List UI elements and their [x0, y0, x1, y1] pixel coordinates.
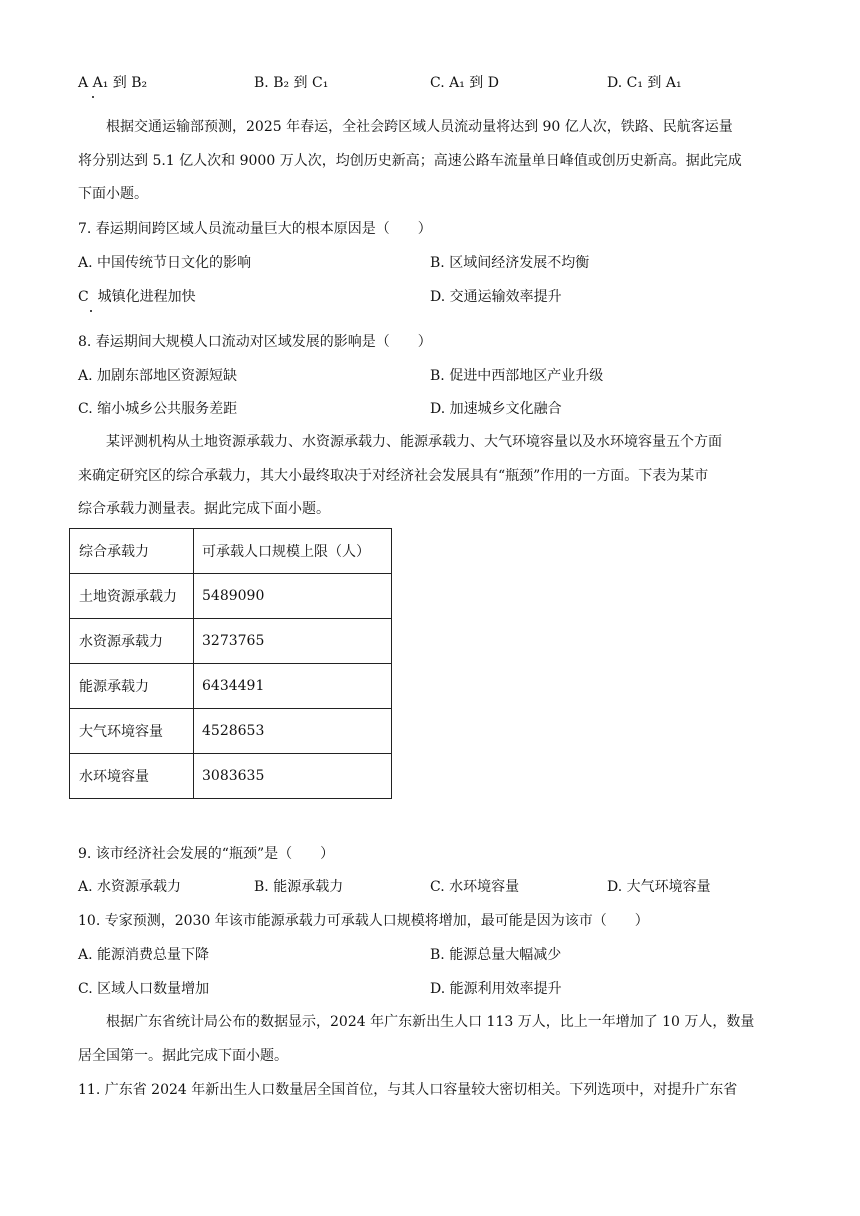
q8-option-b[interactable]: B. 促进中西部地区产业升级: [430, 368, 604, 384]
passage-line: 来确定研究区的综合承载力，其大小最终取决于对经济社会发展具有“瓶颈”作用的一方面。下表为某市: [78, 467, 709, 484]
passage-line: 下面小题。: [78, 186, 148, 202]
q10-option-b[interactable]: B. 能源总量大幅减少: [430, 947, 562, 963]
table-row: [70, 754, 392, 799]
table-row: [70, 574, 392, 619]
table-header-row: [70, 529, 392, 574]
q6-option-c: C. A₁ 到 D: [430, 75, 499, 91]
table-cell: 5489090: [194, 574, 392, 619]
passage-line: 根据交通运输部预测，2025 年春运，全社会跨区域人员流动量将达到 90 亿人次，铁路、民航客运量: [106, 119, 733, 135]
table-cell: 3083635: [194, 754, 392, 799]
q9-option-b[interactable]: B. 能源承载力: [254, 879, 344, 895]
q9-stem: 9. 该市经济社会发展的“瓶颈”是（ ）: [78, 846, 335, 862]
passage-guangdong-births: [78, 1006, 784, 1073]
q8-option-a[interactable]: A. 加剧东部地区资源短缺: [78, 368, 238, 384]
table-cell: 土地资源承载力: [70, 574, 194, 619]
q9-option-a[interactable]: A. 水资源承载力: [78, 879, 182, 895]
table-header-cell: 可承载人口规模上限（人）: [194, 529, 392, 574]
q11-stem: 11. 广东省 2024 年新出生人口数量居全国首位，与其人口容量较大密切相关。下列选项中，对提升广东省: [78, 1082, 738, 1098]
passage-line: 将分别达到 5.1 亿人次和 9000 万人次，均创历史新高；高速公路车流量单日峰值或创历史新高。据此完成: [78, 152, 742, 169]
q9-option-c[interactable]: C. 水环境容量: [430, 879, 520, 895]
q7-option-d[interactable]: D. 交通运输效率提升: [430, 289, 562, 305]
passage-line: 某评测机构从土地资源承载力、水资源承载力、能源承载力、大气环境容量以及水环境容量五个方面: [106, 434, 722, 450]
emphasis-dot: [92, 96, 94, 98]
table-cell: 6434491: [194, 664, 392, 709]
q7-option-a[interactable]: A. 中国传统节日文化的影响: [78, 255, 252, 271]
q6-option-b: B. B₂ 到 C₁: [254, 75, 329, 91]
q8-stem: 8. 春运期间大规模人口流动对区域发展的影响是（ ）: [78, 334, 432, 350]
q8-option-d[interactable]: D. 加速城乡文化融合: [430, 401, 562, 417]
carrying-capacity-table: [69, 528, 392, 799]
q10-stem: 10. 专家预测，2030 年该市能源承载力可承载人口规模将增加，最可能是因为该市（ ）: [78, 913, 649, 929]
table-cell: 3273765: [194, 619, 392, 664]
passage-line: 综合承载力测量表。据此完成下面小题。: [78, 501, 330, 517]
q8-option-c[interactable]: C. 缩小城乡公共服务差距: [78, 401, 238, 417]
q7-option-c[interactable]: C 城镇化进程加快: [78, 289, 196, 305]
table-cell: 水资源承载力: [70, 619, 194, 664]
q7-stem: 7. 春运期间跨区域人员流动量巨大的根本原因是（ ）: [78, 221, 432, 237]
emphasis-dot: [90, 310, 92, 312]
q10-option-d[interactable]: D. 能源利用效率提升: [430, 981, 562, 997]
table-row: [70, 664, 392, 709]
table-row: [70, 619, 392, 664]
passage-line: 根据广东省统计局公布的数据显示，2024 年广东新出生人口 113 万人，比上一年增加了 10 万人，数量: [106, 1014, 755, 1030]
table-row: [70, 709, 392, 754]
passage-line: 居全国第一。据此完成下面小题。: [78, 1047, 288, 1064]
table-cell: 能源承载力: [70, 664, 194, 709]
passage-spring-festival: [78, 111, 784, 212]
q6-option-a: A A₁ 到 B₂: [78, 75, 148, 91]
table-cell: 大气环境容量: [70, 709, 194, 754]
q10-option-a[interactable]: A. 能源消费总量下降: [78, 947, 210, 963]
q10-option-c[interactable]: C. 区域人口数量增加: [78, 981, 210, 997]
q6-option-d: D. C₁ 到 A₁: [607, 75, 682, 91]
q7-option-b[interactable]: B. 区域间经济发展不均衡: [430, 255, 590, 271]
table-cell: 4528653: [194, 709, 392, 754]
q9-option-d[interactable]: D. 大气环境容量: [607, 879, 711, 895]
table-header-cell: 综合承载力: [70, 529, 194, 574]
table-cell: 水环境容量: [70, 754, 194, 799]
passage-carrying-capacity: [78, 426, 784, 527]
